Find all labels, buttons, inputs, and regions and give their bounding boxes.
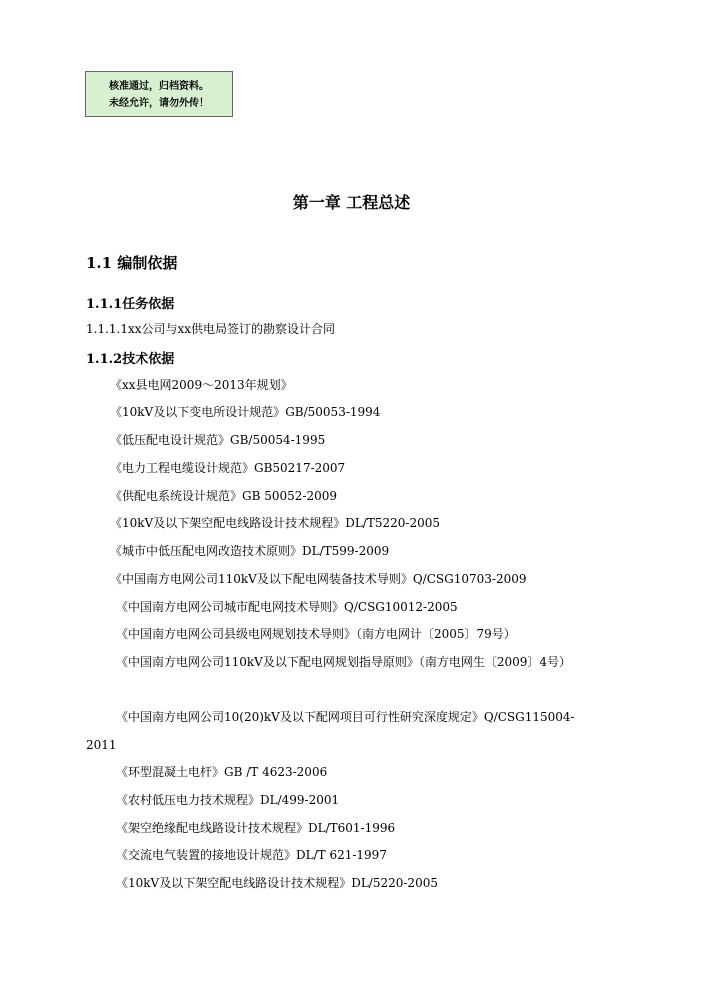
reference-item: 《10kV及以下架空配电线路设计技术规程》DL/5220-2005 <box>116 876 438 890</box>
reference-item: 《xx县电网2009～2013年规划》 <box>110 378 293 392</box>
task-item: 1.1.1.1xx公司与xx供电局签订的勘察设计合同 <box>86 322 336 336</box>
reference-item: 《交流电气装置的接地设计规范》DL/T 621-1997 <box>116 848 387 862</box>
approval-stamp <box>85 71 233 117</box>
reference-item: 《电力工程电缆设计规范》GB50217-2007 <box>110 461 346 475</box>
reference-item: 《中国南方电网公司县级电网规划技术导则》（南方电网计〔2005〕79号） <box>116 627 516 641</box>
reference-item: 《10kV及以下变电所设计规范》GB/50053-1994 <box>110 405 381 419</box>
reference-item-continued: 2011 <box>86 738 117 752</box>
reference-item: 《供配电系统设计规范》GB 50052-2009 <box>110 489 337 503</box>
subsection-heading-tech: 1.1.2技术依据 <box>86 352 175 367</box>
stamp-line-2: 未经允许，请勿外传！ <box>109 98 209 109</box>
reference-item: 《农村低压电力技术规程》DL/499-2001 <box>116 793 340 807</box>
reference-item: 《中国南方电网公司110kV及以下配电网规划指导原则》（南方电网生〔2009〕4号） <box>116 655 572 669</box>
section-heading: 1.1 编制依据 <box>86 254 178 272</box>
reference-item: 《城市中低压配电网改造技术原则》DL/T599-2009 <box>110 544 390 558</box>
reference-item: 《架空绝缘配电线路设计技术规程》DL/T601-1996 <box>116 821 396 835</box>
chapter-title: 第一章 工程总述 <box>292 193 411 212</box>
reference-item: 《中国南方电网公司110kV及以下配电网装备技术导则》Q/CSG10703-2009 <box>110 572 527 586</box>
reference-item: 《环型混凝土电杆》GB /T 4623-2006 <box>116 765 328 779</box>
reference-item: 《中国南方电网公司10(20)kV及以下配网项目可行性研究深度规定》Q/CSG115004- <box>116 710 575 724</box>
reference-item: 《10kV及以下架空配电线路设计技术规程》DL/T5220-2005 <box>110 516 440 530</box>
reference-item: 《中国南方电网公司城市配电网技术导则》Q/CSG10012-2005 <box>116 600 458 614</box>
reference-item: 《低压配电设计规范》GB/50054-1995 <box>110 433 326 447</box>
subsection-heading-task: 1.1.1任务依据 <box>86 297 175 312</box>
stamp-line-1: 核准通过，归档资料。 <box>109 81 209 92</box>
